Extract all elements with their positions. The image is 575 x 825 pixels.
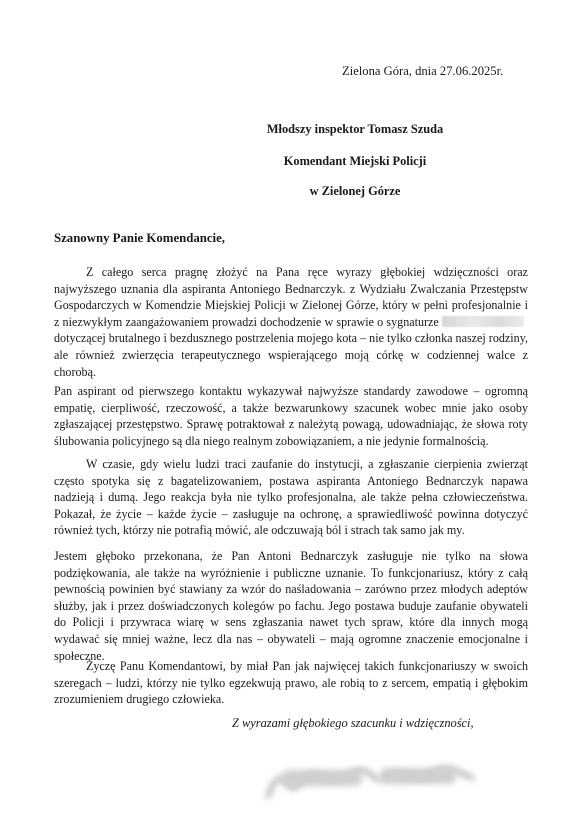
paragraph-3-text: W czasie, gdy wielu ludzi traci zaufanie do instytucji, a zgłaszanie cierpienia zwierząt często spotyka się z bagatelizowaniem, postawa aspiranta Antoniego Bednarczyk napawa nadzieją i dumą. Jego reakcja była nie tylko profesjonalna, ale także pełna człowieczeństwa. Pokazał, że życie – każde życie – zasługuje na ochronę, a sprawiedliwość powinna dotyczyć również tych, którzy nie potrafią mówić, ale odczuwają ból i strach tak samo jak my. bbox=[54, 457, 528, 538]
paragraph-1-text-b: dotyczącej brutalnego i bezdusznego postrzelenia mojego kota – nie tylko członka naszej rodziny, ale również zwierzęcia terapeutycznego wspierającego moją córkę w codziennej walce z chorobą. bbox=[54, 331, 528, 379]
paragraph-2: Pan aspirant od pierwszego kontaktu wykazywał najwyższe standardy zawodowe – ogromną empatię, cierpliwość, rzeczowość, a także bezwarunkowy szacunek wobec mnie jako osoby zgłaszającej przestępstwo. Sprawę potraktował z należytą powagą, udowadniając, że słowa roty ślubowania policyjnego są dla niego realnym zobowiązaniem, a nie jedynie formalnością. bbox=[54, 384, 528, 448]
paragraph-4: Jestem głęboko przekonana, że Pan Antoni Bednarczyk zasługuje nie tylko na słowa podziękowania, ale także na wyróżnienie i publiczne uznanie. To funkcjonariusz, który z całą pewnością powinien być stawiany za wzór do naśladowania – zarówno przez młodych adeptów służby, jak i przez doświadczonych kolegów po fachu. Jego postawa buduje zaufanie obywateli do Policji i przywraca wiarę w sens zgłaszania nawet tych spraw, które dla innych mogą wydawać się mniej ważne, lecz dla nas – obywateli – mają ogromne znaczenie emocjonalne i społeczne. bbox=[54, 549, 528, 663]
paragraph-1-text-a: Z całego serca pragnę złożyć na Pana ręce wyrazy głębokiej wdzięczności oraz najwyższego uznania dla aspiranta Antoniego Bednarczyk. z Wydziału Zwalczania Przestępstw Gospodarczych w Komendzie Miejskiej Policji w Zielonej Górze, który w pełni profesjonalnie i z niezwykłym zaangażowaniem prowadzi dochodzenie w sprawie o sygnaturze bbox=[54, 265, 528, 329]
addressee-title: Komendant Miejski Policji bbox=[283, 154, 427, 168]
blurred-signature bbox=[262, 756, 482, 804]
salutation: Szanowny Panie Komendancie, bbox=[54, 231, 225, 245]
paragraph-3 bbox=[54, 456, 528, 539]
date-place: Zielona Góra, dnia 27.06.2025r. bbox=[342, 64, 504, 78]
paragraph-5 bbox=[54, 658, 528, 708]
paragraph-1 bbox=[54, 264, 528, 380]
addressee-name: Młodszy inspektor Tomasz Szuda bbox=[266, 122, 444, 136]
paragraph-5-text: Życzę Panu Komendantowi, by miał Pan jak najwięcej takich funkcjonariuszy w swoich szeregach – ludzi, którzy nie tylko egzekwują prawo, ale robią to z sercem, empatią i głębokim zrozumieniem drugiego człowieka. bbox=[54, 659, 528, 707]
redacted-case-number bbox=[442, 316, 524, 327]
addressee-location: w Zielonej Górze bbox=[309, 184, 401, 198]
closing-phrase: Z wyrazami głębokiego szacunku i wdzięczności, bbox=[232, 716, 474, 730]
